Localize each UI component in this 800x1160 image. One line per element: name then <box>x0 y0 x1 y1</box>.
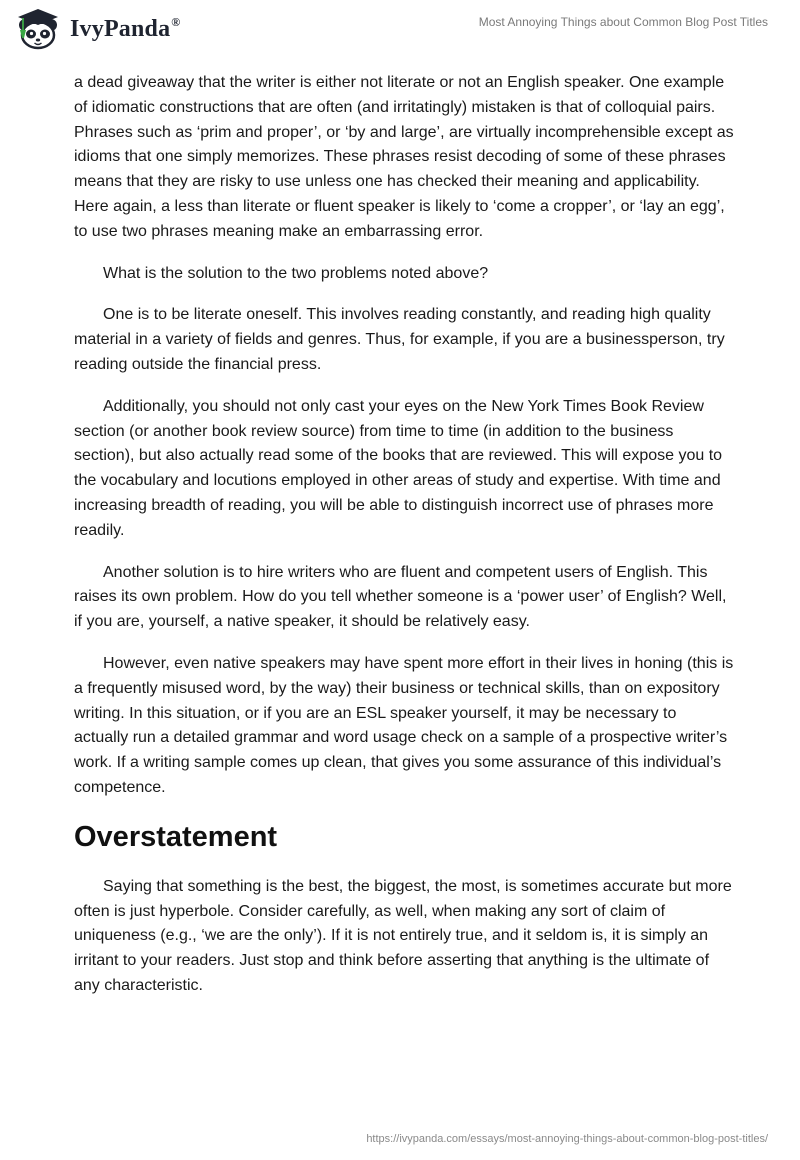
paragraph: One is to be literate oneself. This involves reading constantly, and reading high quality material in a variety of fields and genres. Thus, for example, if you are a businessperson, try reading outside the financial press. <box>74 306 725 373</box>
panda-graduate-icon <box>14 8 64 50</box>
section-heading: Overstatement <box>74 820 278 853</box>
source-url[interactable]: https://ivypanda.com/essays/most-annoying-things-about-common-blog-post-titles/ <box>366 1133 768 1145</box>
article-body <box>74 71 734 1016</box>
paragraph: However, even native speakers may have spent more effort in their lives in honing (this is a frequently misused word, by the way) their business or technical skills, than on expository writing. In this situation, or if you are an ESL speaker yourself, it may be necessary to actually run a detailed grammar and word usage check on a sample of a prospective writer’s work. If a writing sample comes up clean, that gives you some assurance of this individual’s competence. <box>74 654 734 796</box>
registered-mark: ® <box>171 15 181 29</box>
document-title: Most Annoying Things about Common Blog Post Titles <box>478 15 768 29</box>
brand-name: IvyPanda® <box>70 15 181 42</box>
paragraph: Saying that something is the best, the biggest, the most, is sometimes accurate but more often is just hyperbole. Consider carefully, as well, when making any sort of claim of uniqueness (e.g., ‘we are the only’). If it is not entirely true, and it seldom is, it is simply an irritant to your readers. Just stop and think before asserting that anything is the ultimate of any characteristic. <box>74 877 732 994</box>
paragraph: What is the solution to the two problems noted above? <box>103 264 489 282</box>
page-header <box>0 0 800 66</box>
ivypanda-logo[interactable] <box>14 8 180 50</box>
paragraph: Another solution is to hire writers who are fluent and competent users of English. This raises its own problem. How do you tell whether someone is a ‘power user’ of English? Well, if you are, yourself, a native speaker, it should be relatively easy. <box>74 563 727 631</box>
paragraph: Additionally, you should not only cast your eyes on the New York Times Book Review section (or another book review source) from time to time (in addition to the business section), but also actually read some of the books that are reviewed. This will expose you to the vocabulary and locutions employed in other areas of study and expertise. With time and increasing breadth of reading, you will be able to distinguish incorrect use of phrases more readily. <box>74 397 723 539</box>
paragraph: a dead giveaway that the writer is either not literate or not an English speaker. One example of idiomatic constructions that are often (and irritatingly) mistaken is that of colloquial pairs. Phrases such as ‘prim and proper’, or ‘by and large’, are virtually incomprehensible except as idioms that one simply memorizes. These phrases resist decoding of some of these phrases means that they are risky to use unless one has checked their meaning and applicability. Here again, a less than literate or fluent speaker is likely to ‘come a cropper’, or ‘lay an egg’, to use two phrases meaning make an embarrassing error. <box>74 74 734 240</box>
